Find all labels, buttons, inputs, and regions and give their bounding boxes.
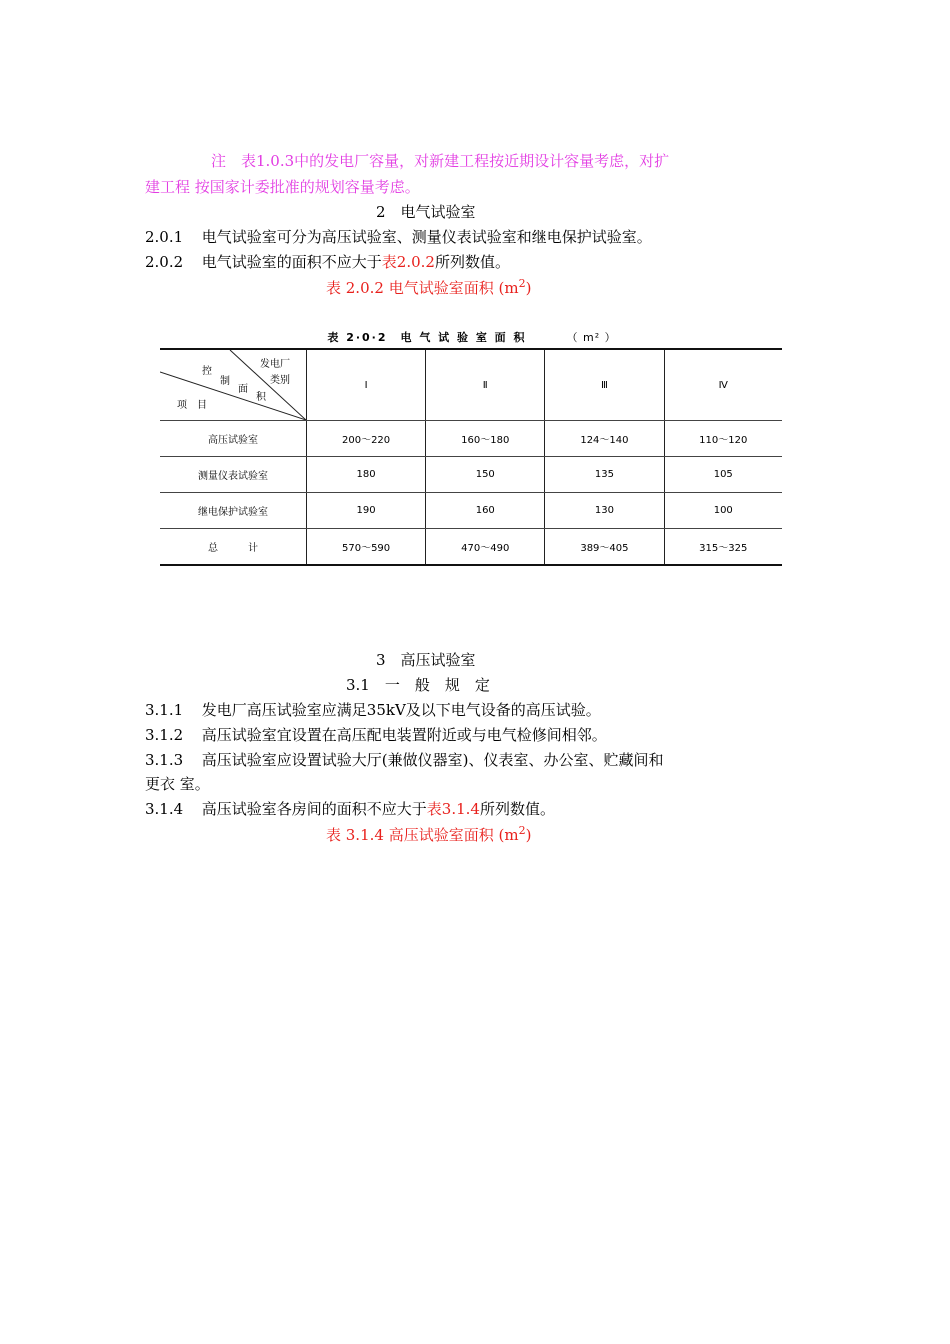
table-3-1-4-caption: [326, 825, 531, 845]
row-label: 继电保护试验室: [160, 493, 307, 529]
table-unit: （ m² ）: [566, 331, 617, 344]
note-line-1: 注 表1.0.3中的发电厂容量，对新建工程按近期设计容量考虑，对扩: [211, 152, 670, 170]
area-table: [160, 348, 782, 566]
table-cell: 124～140: [545, 421, 664, 457]
row-label: 总 计: [160, 529, 307, 566]
clause-number: 2.0.2: [145, 253, 184, 271]
table-row: [160, 457, 782, 493]
table-cell: 389～405: [545, 529, 664, 566]
table-row: [160, 421, 782, 457]
clause-number: 2.0.1: [145, 228, 184, 246]
clause-text: 电气试验室可分为高压试验室、测量仪表试验室和继电保护试验室。: [201, 228, 652, 246]
corner-label-ctrl-2: 制: [220, 376, 230, 387]
corner-label-item: 项 目: [177, 400, 207, 411]
table-cell: 180: [307, 457, 426, 493]
column-header: Ⅳ: [664, 349, 782, 421]
clause-number: 3.1.4: [145, 800, 184, 818]
clause-number: 3.1.3: [145, 751, 184, 769]
note-line-2: 建工程 按国家计委批准的规划容量考虑。: [145, 178, 420, 196]
table-cell: 105: [664, 457, 782, 493]
column-header: Ⅲ: [545, 349, 664, 421]
table-cell: 470～490: [426, 529, 545, 566]
table-cell: 315～325: [664, 529, 782, 566]
corner-label-category: 类别: [270, 375, 290, 386]
caption-superscript: 2: [518, 824, 526, 837]
clause-3-1-1: [145, 700, 601, 720]
table-cell: 100: [664, 493, 782, 529]
corner-label-area-2: 积: [256, 392, 266, 403]
table-row-total: [160, 529, 782, 566]
clause-text: 电气试验室的面积不应大于: [201, 253, 382, 271]
table-cell: 190: [307, 493, 426, 529]
row-label: 高压试验室: [160, 421, 307, 457]
corner-label-plant: 发电厂: [260, 359, 290, 370]
table-title: [160, 328, 784, 348]
corner-label-ctrl-1: 控: [202, 366, 212, 377]
table-row: [160, 493, 782, 529]
table-header-row: [160, 349, 782, 421]
clause-text: 高压试验室宜设置在高压配电装置附近或与电气检修间相邻。: [201, 726, 607, 744]
table-2-0-2-image: [160, 328, 784, 566]
caption-close: ): [525, 826, 532, 844]
table-reference-link[interactable]: 表3.1.4: [426, 800, 480, 818]
clause-3-1-3: [145, 750, 664, 770]
clause-text-end: 所列数值。: [479, 800, 555, 818]
table-cell: 200～220: [307, 421, 426, 457]
table-cell: 110～120: [664, 421, 782, 457]
table-2-0-2-caption: [326, 278, 531, 298]
table-reference-link[interactable]: 表2.0.2: [381, 253, 435, 271]
table-cell: 570～590: [307, 529, 426, 566]
caption-close: ): [525, 279, 532, 297]
caption-text: 表 2.0.2 电气试验室面积 (m: [326, 279, 519, 297]
clause-3-1-4: [145, 799, 555, 819]
section-2-heading: 2 电气试验室: [376, 203, 476, 221]
clause-3-1-2: [145, 725, 607, 745]
clause-text: 高压试验室应设置试验大厅(兼做仪器室)、仪表室、办公室、贮藏间和: [201, 751, 664, 769]
table-cell: 130: [545, 493, 664, 529]
column-header: Ⅱ: [426, 349, 545, 421]
section-3-heading: 3 高压试验室: [376, 651, 476, 669]
caption-text: 表 3.1.4 高压试验室面积 (m: [326, 826, 519, 844]
table-corner-cell: [160, 349, 307, 421]
table-title-text: 表 2·0·2 电 气 试 验 室 面 积: [327, 331, 527, 344]
clause-number: 3.1.1: [145, 701, 184, 719]
caption-superscript: 2: [518, 277, 526, 290]
row-label: 测量仪表试验室: [160, 457, 307, 493]
table-cell: 160～180: [426, 421, 545, 457]
clause-text-end: 所列数值。: [434, 253, 510, 271]
column-header: Ⅰ: [307, 349, 426, 421]
clause-3-1-3-continued: 更衣 室。: [145, 775, 210, 793]
corner-label-area-1: 面: [238, 384, 248, 395]
clause-2-0-2: [145, 252, 510, 272]
clause-text: 高压试验室各房间的面积不应大于: [201, 800, 427, 818]
clause-number: 3.1.2: [145, 726, 184, 744]
clause-text: 发电厂高压试验室应满足35kV及以下电气设备的高压试验。: [201, 701, 601, 719]
clause-2-0-1: [145, 227, 652, 247]
table-cell: 135: [545, 457, 664, 493]
table-cell: 150: [426, 457, 545, 493]
table-cell: 160: [426, 493, 545, 529]
section-3-1-subheading: 3.1 一 般 规 定: [346, 676, 490, 694]
